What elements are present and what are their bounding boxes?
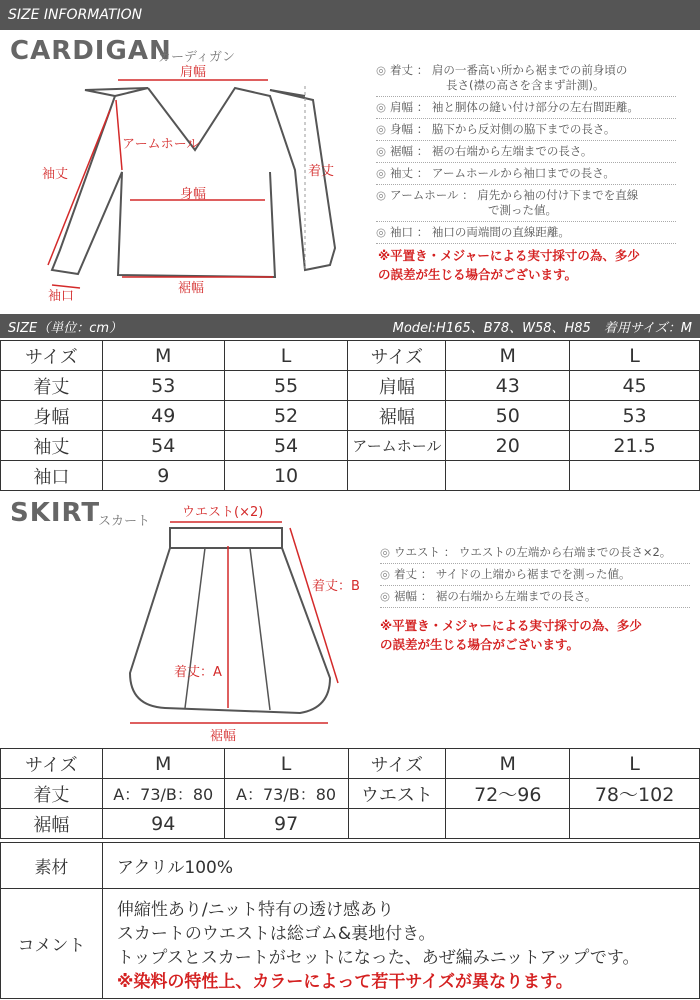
length-b-arrow (290, 528, 338, 683)
skirt-title: SKIRT (10, 498, 101, 528)
comment-body: 伸縮性あり/ニット特有の透け感あり スカートのウエストは総ゴム&裏地付き。 トップスとスカートがセットになった、あぜ編みニットアップです。 ※染料の特性上、カラーによって若干サイズが異なります。 (102, 889, 699, 999)
material-label: 素材 (1, 843, 103, 889)
note-row: ◎ 袖丈 ： アームホールから袖口までの長さ。 (376, 163, 676, 185)
header-title: SIZE INFORMATION (8, 7, 143, 23)
length-b-label: 着丈：B (312, 579, 360, 594)
length-a-label: 着丈：A (174, 665, 222, 680)
table-row: 袖口 9 10 (1, 461, 700, 491)
sleeve-label: 袖丈 (42, 167, 69, 182)
table-row: 着丈 53 55 肩幅 43 45 (1, 371, 700, 401)
cardigan-size-table (0, 340, 700, 491)
skirt-diagram (110, 498, 370, 748)
table-row: 袖丈 54 54 アームホール 20 21.5 (1, 431, 700, 461)
shoulder-label: 肩幅 (180, 65, 207, 80)
waist-label: ウエスト(×2) (182, 505, 264, 520)
cardigan-notes (376, 60, 676, 244)
armhole-label: アームホール (122, 137, 200, 152)
model-info: Model:H165、B78、W58、H85 着用サイズ：M (392, 320, 692, 336)
material-value: アクリル100% (102, 843, 699, 889)
note-row: ◎ 着丈 ： サイドの上端から裾までを測った値。 (380, 564, 690, 586)
comment-row (1, 889, 700, 999)
note-row: ◎ 裾幅 ： 裾の右端から左端までの長さ。 (380, 586, 690, 608)
cardigan-title: CARDIGAN (10, 36, 172, 66)
note-row: ◎ 袖口 ： 袖口の両端間の直線距離。 (376, 222, 676, 244)
skirt-waistband (170, 528, 282, 548)
cardigan-diagram (30, 60, 360, 310)
armhole-arrow (116, 100, 122, 170)
note-row: ◎ ウエスト ： ウエストの左端から右端までの長さ×2。 (380, 542, 690, 564)
cuff-arrow (52, 285, 80, 288)
sleeve-arrow (48, 110, 110, 265)
skirt-warning: ※平置き・メジャーによる実寸採寸の為、多少 の誤差が生じる場合がございます。 (380, 618, 642, 652)
hem-label: 裾幅 (178, 281, 205, 296)
note-row: ◎ 裾幅 ： 裾の右端から左端までの長さ。 (376, 141, 676, 163)
table-header-row: サイズ M L サイズ M L (1, 341, 700, 371)
size-unit-bar (0, 314, 700, 338)
table-header-row: サイズ M L サイズ M L (1, 749, 700, 779)
skirt-notes (380, 542, 690, 608)
cardigan-outline-left (52, 88, 275, 277)
comment-label: コメント (1, 889, 103, 999)
cuff-label: 袖口 (48, 289, 75, 304)
table-row: 裾幅 94 97 (1, 809, 700, 839)
note-row: ◎ アームホール ： 肩先から袖の付け下までを直線 で測った値。 (376, 185, 676, 222)
note-row: ◎ 着丈 ： 肩の一番高い所から裾までの前身頃の 長さ(襟の高さを含まず計測)。 (376, 60, 676, 97)
length-label: 着丈 (308, 164, 335, 179)
size-unit-label: SIZE（単位：cm） (8, 320, 123, 336)
body-label: 身幅 (180, 187, 207, 202)
skirt-subtitle: スカート (98, 514, 151, 529)
cardigan-outline-right (148, 88, 335, 270)
size-information-header (0, 0, 700, 30)
skirt-hem-label: 裾幅 (210, 729, 237, 744)
cardigan-subtitle: カーディガン (158, 50, 235, 65)
skirt-size-table (0, 748, 700, 839)
skirt-outline (130, 548, 330, 713)
note-row: ◎ 身幅 ： 脇下から反対側の脇下までの長さ。 (376, 119, 676, 141)
note-row: ◎ 肩幅 ： 袖と胴体の縫い付け部分の左右間距離。 (376, 97, 676, 119)
material-comment-table (0, 842, 700, 999)
table-row: 身幅 49 52 裾幅 50 53 (1, 401, 700, 431)
cardigan-warning: ※平置き・メジャーによる実寸採寸の為、多少 の誤差が生じる場合がございます。 (378, 248, 640, 282)
material-row (1, 843, 700, 889)
table-row: 着丈 A：73/B：80 A：73/B：80 ウエスト 72〜96 78〜102 (1, 779, 700, 809)
